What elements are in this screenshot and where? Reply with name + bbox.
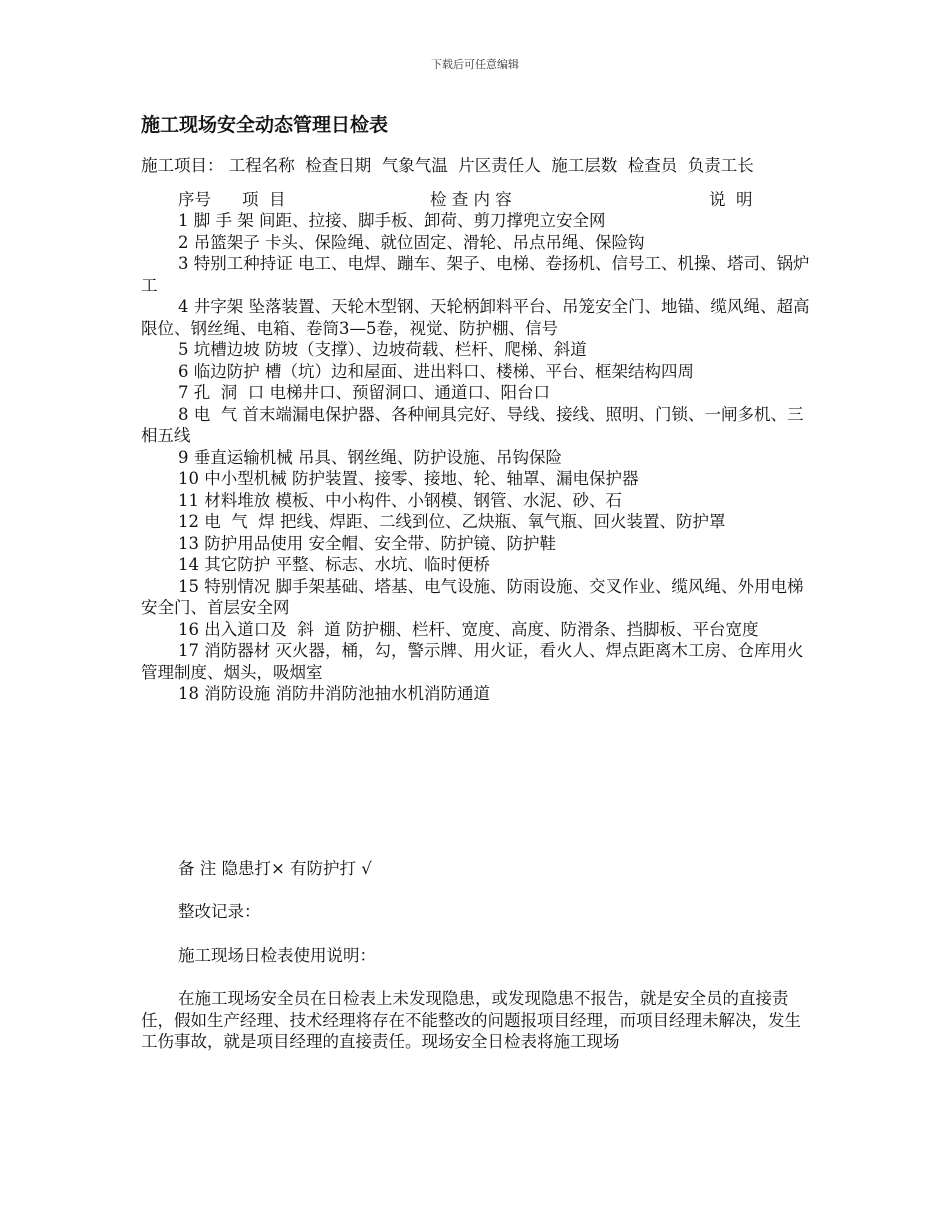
header-no: 序号 bbox=[178, 189, 211, 209]
row-content: 首末端漏电保护器、各种闸具完好、导线、接线、照明、门锁、一闸多机、三相五线 bbox=[141, 404, 804, 445]
row-content: 把线、焊距、二线到位、乙炔瓶、氧气瓶、回火装置、防护罩 bbox=[279, 512, 726, 531]
row-number: 2 bbox=[178, 232, 189, 252]
row-content: 电梯井口、预留洞口、通道口、阳台口 bbox=[269, 383, 550, 402]
row-item: 特别情况 bbox=[204, 576, 271, 596]
meta-fields: 工程名称 检查日期 气象气温 片区责任人 施工层数 检查员 负责工长 bbox=[228, 156, 754, 175]
row-number: 13 bbox=[178, 533, 199, 553]
row-content: 电工、电焊、蹦车、架子、电梯、卷扬机、信号工、机操、塔司、锅炉工 bbox=[141, 254, 810, 295]
check-item-row bbox=[141, 232, 813, 254]
check-item-row bbox=[141, 576, 813, 619]
table-header-row bbox=[141, 189, 813, 211]
row-item: 其它防护 bbox=[204, 555, 271, 574]
check-item-row bbox=[141, 210, 813, 232]
row-number: 5 bbox=[178, 340, 189, 359]
header-note: 说 明 bbox=[709, 189, 753, 209]
row-item: 坑槽边坡 bbox=[193, 340, 260, 359]
remark-line: 备 注 隐患打× 有防护打 √ bbox=[178, 858, 372, 878]
row-item: 临边防护 bbox=[193, 361, 260, 381]
check-item-row bbox=[141, 533, 813, 555]
row-content: 模板、中小构件、小钢模、钢管、水泥、砂、石 bbox=[275, 490, 622, 510]
row-number: 11 bbox=[178, 490, 199, 510]
row-content: 脚手架基础、塔基、电气设施、防雨设施、交叉作业、缆风绳、外用电梯安全门、首层安全网 bbox=[141, 576, 804, 617]
row-item: 电 气 bbox=[193, 404, 238, 424]
row-item: 消防设施 bbox=[204, 684, 271, 703]
row-number: 17 bbox=[178, 641, 199, 660]
row-item: 中小型机械 bbox=[204, 469, 287, 488]
instructions-title: 施工现场日检表使用说明： bbox=[178, 945, 376, 965]
header-content: 检 查 内 容 bbox=[430, 189, 512, 209]
check-item-row bbox=[141, 382, 813, 404]
row-content: 卡头、保险绳、就位固定、滑轮、吊点吊绳、保险钩 bbox=[265, 232, 645, 252]
row-item: 脚 手 架 bbox=[193, 211, 254, 230]
check-items-list bbox=[141, 210, 813, 705]
check-item-row bbox=[141, 511, 813, 533]
row-item: 材料堆放 bbox=[204, 490, 271, 510]
row-number: 18 bbox=[178, 684, 199, 703]
row-item: 垂直运输机械 bbox=[193, 447, 293, 467]
row-number: 15 bbox=[178, 576, 199, 596]
row-item: 消防器材 bbox=[204, 641, 271, 660]
check-item-row bbox=[141, 468, 813, 490]
header-item: 项 目 bbox=[242, 189, 286, 209]
check-item-row bbox=[141, 640, 813, 683]
project-meta-line bbox=[141, 155, 813, 177]
row-number: 1 bbox=[178, 211, 189, 230]
row-content: 安全帽、安全带、防护镜、防护鞋 bbox=[308, 533, 556, 553]
blank-space bbox=[141, 705, 813, 858]
row-content: 槽（坑）边和屋面、进出料口、楼梯、平台、框架结构四周 bbox=[265, 361, 694, 381]
row-content: 防坡（支撑）、边坡荷载、栏杆、爬梯、斜道 bbox=[265, 340, 587, 359]
row-number: 4 bbox=[178, 297, 189, 316]
row-item: 井字架 bbox=[193, 297, 244, 316]
row-item: 特别工种持证 bbox=[193, 254, 293, 273]
row-number: 9 bbox=[178, 447, 189, 467]
row-content: 防护棚、栏杆、宽度、高度、防滑条、挡脚板、平台宽度 bbox=[345, 619, 759, 639]
rectify-record-label: 整改记录： bbox=[178, 902, 261, 921]
check-item-row bbox=[141, 404, 813, 447]
row-number: 10 bbox=[178, 469, 199, 488]
check-item-row bbox=[141, 683, 813, 705]
row-number: 7 bbox=[178, 383, 189, 402]
row-number: 3 bbox=[178, 254, 189, 273]
row-content: 灭火器，桶，勾，警示牌、用火证，看火人、焊点距离木工房、仓库用火管理制度、烟头，吸烟室 bbox=[141, 641, 804, 682]
row-content: 平整、标志、水坑、临时便桥 bbox=[275, 555, 490, 574]
row-item: 出入道口及 斜 道 bbox=[204, 619, 341, 639]
check-item-row bbox=[141, 339, 813, 361]
row-item: 防护用品使用 bbox=[204, 533, 304, 553]
row-item: 电 气 焊 bbox=[204, 512, 275, 531]
row-number: 16 bbox=[178, 619, 199, 639]
row-content: 坠落装置、天轮木型钢、天轮柄卸料平台、吊笼安全门、地锚、缆风绳、超高限位、钢丝绳、电箱、卷筒3—5卷，视觉、防护棚、信号 bbox=[141, 297, 810, 338]
check-item-row bbox=[141, 361, 813, 383]
row-item: 吊篮架子 bbox=[193, 232, 260, 252]
check-item-row bbox=[141, 253, 813, 296]
check-item-row bbox=[141, 447, 813, 469]
row-number: 14 bbox=[178, 555, 199, 574]
page-header-note: 下载后可任意编辑 bbox=[431, 58, 519, 71]
meta-prefix: 施工项目： bbox=[141, 156, 224, 175]
check-item-row bbox=[141, 619, 813, 641]
row-item: 孔 洞 口 bbox=[193, 383, 265, 402]
check-item-row bbox=[141, 554, 813, 576]
document-title: 施工现场安全动态管理日检表 bbox=[141, 114, 389, 136]
row-content: 防护装置、接零、接地、轮、轴罩、漏电保护器 bbox=[292, 469, 639, 488]
check-item-row bbox=[141, 296, 813, 339]
instructions-paragraph: 在施工现场安全员在日检表上未发现隐患，或发现隐患不报告，就是安全员的直接责任，假如生产经理、技术经理将存在不能整改的问题报项目经理，而项目经理未解决，发生工伤事故，就是项目经理的直接责任。现场安全日检表将施工现场 bbox=[141, 989, 801, 1051]
row-content: 间距、拉接、脚手板、卸荷、剪刀撑兜立安全网 bbox=[259, 211, 606, 230]
row-content: 吊具、钢丝绳、防护设施、吊钩保险 bbox=[298, 447, 562, 467]
row-content: 消防井消防池抽水机消防通道 bbox=[275, 684, 490, 703]
check-item-row bbox=[141, 490, 813, 512]
row-number: 12 bbox=[178, 512, 199, 531]
document-body bbox=[141, 112, 813, 1053]
row-number: 8 bbox=[178, 404, 189, 424]
row-number: 6 bbox=[178, 361, 189, 381]
